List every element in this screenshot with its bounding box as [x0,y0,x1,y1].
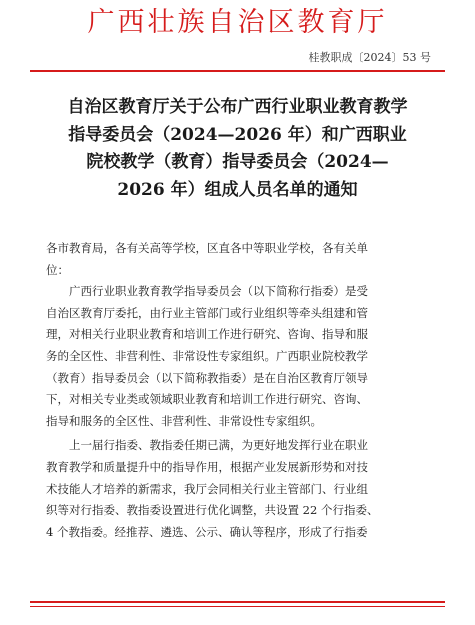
title-line: 自治区教育厅关于公布广西行业职业教育教学 [67,97,408,117]
addressee-line: 位： [46,262,69,277]
paragraph-line: 理，对相关行业职业教育和培训工作进行研究、咨询、指导和服 [46,327,368,342]
paragraph-line: 务的全区性、非营利性、非常设性专家组织。广西职业院校教学 [46,348,368,363]
masthead-divider [30,70,445,72]
paragraph-2 [46,435,430,543]
title-line: 指导委员会（2024—2026 年）和广西职业 [68,124,407,145]
paragraph-line: 4 个教指委。经推荐、遴选、公示、确认等程序，形成了行指委 [46,524,368,539]
addressee [46,238,430,281]
paragraph-1 [46,281,430,432]
paragraph-line: 下，对相关专业类或领域职业教育和培训工作进行研究、咨询、 [46,392,368,407]
title-line: 院校教学（教育）指导委员会（2024— [86,152,389,172]
title-line: 2026 年）组成人员名单的通知 [117,179,358,200]
footer-divider-thick [30,601,445,603]
paragraph-line: 上一届行指委、教指委任期已满，为更好地发挥行业在职业 [69,438,368,453]
document-body [46,238,430,543]
document-title [30,94,445,204]
masthead-title: 广西壮族自治区教育厅 [87,7,388,38]
paragraph-line: 指导和服务的全区性、非营利性、非常设性专家组织。 [46,413,322,428]
paragraph-line: （教育）指导委员会（以下简称教指委）是在自治区教育厅领导 [46,370,368,385]
document-number: 桂教职成〔2024〕53 号 [308,51,431,64]
paragraph-line: 自治区教育厅委托，由行业主管部门或行业组织等牵头组建和管 [46,305,368,320]
paragraph-line: 广西行业职业教育教学指导委员会（以下简称行指委）是受 [69,284,368,299]
footer-divider-thin [30,606,445,607]
paragraph-line: 教育教学和质量提升中的指导作用，根据产业发展新形势和对技 [46,459,368,474]
addressee-line: 各市教育局，各有关高等学校，区直各中等职业学校，各有关单 [46,241,368,255]
paragraph-line: 术技能人才培养的新需求，我厅会同相关行业主管部门、行业组 [46,481,368,496]
paragraph-line: 织等对行指委、教指委设置进行优化调整，共设置 22 个行指委、 [46,503,379,518]
